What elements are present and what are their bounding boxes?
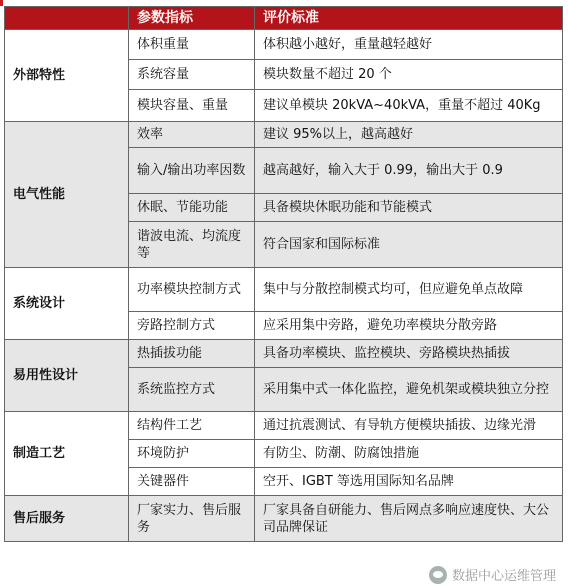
param-cell: 功率模块控制方式 [129, 268, 255, 312]
category-cell: 售后服务 [5, 496, 129, 542]
criteria-cell: 通过抗震测试、有导轨方便模块插拔、边缘光滑 [255, 412, 563, 440]
criteria-cell: 采用集中式一体化监控，避免机架或模块独立分控 [255, 368, 563, 412]
param-cell: 厂家实力、售后服务 [129, 496, 255, 542]
corner-mark [0, 0, 3, 6]
category-cell: 制造工艺 [5, 412, 129, 496]
criteria-cell: 集中与分散控制模式均可，但应避免单点故障 [255, 268, 563, 312]
category-cell: 电气性能 [5, 122, 129, 268]
criteria-cell: 厂家具备自研能力、售后网点多响应速度快、大公司品牌保证 [255, 496, 563, 542]
header-row [5, 7, 563, 30]
category-cell: 外部特性 [5, 30, 129, 122]
param-cell: 热插拔功能 [129, 340, 255, 368]
criteria-cell: 具备模块休眠功能和节能模式 [255, 194, 563, 222]
criteria-cell: 有防尘、防潮、防腐蚀措施 [255, 440, 563, 468]
watermark [429, 565, 556, 584]
param-cell: 系统监控方式 [129, 368, 255, 412]
param-cell: 系统容量 [129, 60, 255, 90]
criteria-cell: 越高越好，输入大于 0.99，输出大于 0.9 [255, 148, 563, 194]
watermark-text: 数据中心运维管理 [451, 569, 556, 584]
param-cell: 结构件工艺 [129, 412, 255, 440]
param-cell: 关键器件 [129, 468, 255, 496]
param-cell: 效率 [129, 122, 255, 148]
header-param: 参数指标 [129, 7, 255, 30]
param-cell: 模块容量、重量 [129, 90, 255, 122]
category-cell: 系统设计 [5, 268, 129, 340]
criteria-cell: 空开、IGBT 等选用国际知名品牌 [255, 468, 563, 496]
table-row [5, 412, 563, 440]
param-cell: 体积重量 [129, 30, 255, 60]
category-cell: 易用性设计 [5, 340, 129, 412]
table-body [5, 30, 563, 542]
criteria-cell: 体积越小越好，重量越轻越好 [255, 30, 563, 60]
param-cell: 谐波电流、均流度等 [129, 222, 255, 268]
wechat-icon [429, 566, 447, 584]
param-cell: 旁路控制方式 [129, 312, 255, 340]
param-cell: 休眠、节能功能 [129, 194, 255, 222]
table-row [5, 268, 563, 312]
table-row [5, 340, 563, 368]
criteria-cell: 应采用集中旁路，避免功率模块分散旁路 [255, 312, 563, 340]
param-cell: 环境防护 [129, 440, 255, 468]
table-row [5, 30, 563, 60]
table-row [5, 496, 563, 542]
header-category [5, 7, 129, 30]
evaluation-table [4, 6, 563, 542]
table-row [5, 122, 563, 148]
criteria-cell: 模块数量不超过 20 个 [255, 60, 563, 90]
criteria-cell: 建议单模块 20kVA~40kVA，重量不超过 40Kg [255, 90, 563, 122]
criteria-cell: 符合国家和国际标准 [255, 222, 563, 268]
param-cell: 输入/输出功率因数 [129, 148, 255, 194]
criteria-cell: 具备功率模块、监控模块、旁路模块热插拔 [255, 340, 563, 368]
criteria-cell: 建议 95%以上，越高越好 [255, 122, 563, 148]
header-criteria: 评价标准 [255, 7, 563, 30]
